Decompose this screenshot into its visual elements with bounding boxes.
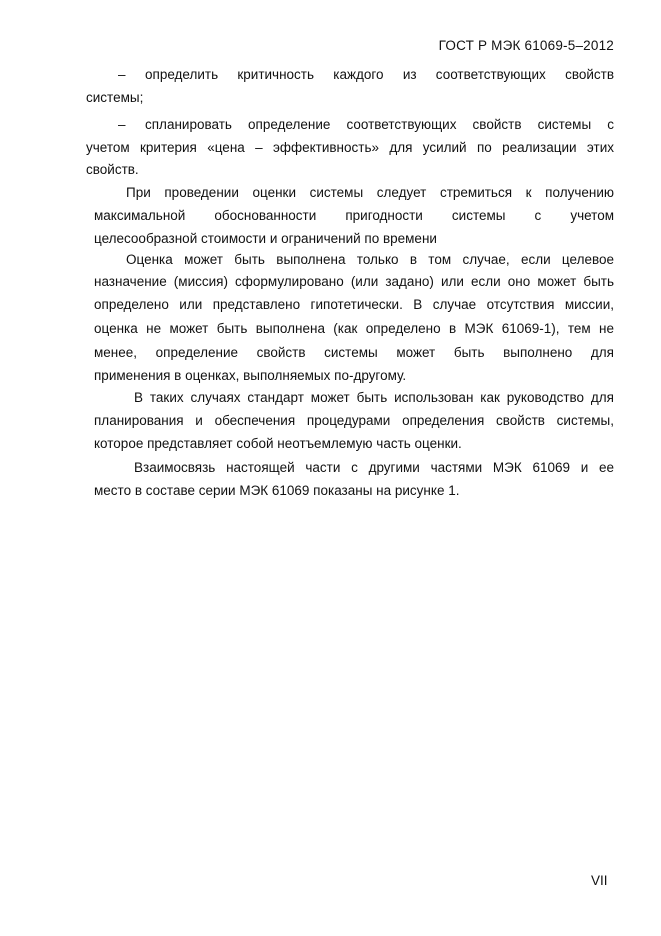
paragraph-line: менее, определение свойств системы может быть выполнено для bbox=[94, 345, 614, 360]
paragraph-line: оценка не может быть выполнена (как определено в МЭК 61069-1), тем не bbox=[94, 321, 614, 336]
paragraph-line: целесообразной стоимости и ограничений по времени bbox=[94, 231, 437, 246]
paragraph-line: назначение (миссия) сформулировано (или задано) или если оно может быть bbox=[94, 274, 614, 289]
paragraph-line: Взаимосвязь настоящей части с другими частями МЭК 61069 и ее bbox=[134, 460, 614, 475]
list-dash: – bbox=[118, 67, 126, 82]
list-item-text: определить критичность каждого из соответствующих свойств bbox=[145, 67, 614, 82]
paragraph-line: В таких случаях стандарт может быть использован как руководство для bbox=[134, 390, 614, 405]
page-number: VII bbox=[591, 873, 608, 888]
list-item-text: учетом критерия «цена – эффективность» для усилий по реализации этих bbox=[86, 140, 614, 155]
paragraph-line: Оценка может быть выполнена только в том случае, если целевое bbox=[126, 252, 614, 267]
list-item-text: спланировать определение соответствующих свойств системы с bbox=[145, 117, 614, 132]
list-dash: – bbox=[118, 117, 126, 132]
paragraph-line: которое представляет собой неотъемлемую часть оценки. bbox=[94, 436, 462, 451]
paragraph-line: место в составе серии МЭК 61069 показаны на рисунке 1. bbox=[94, 483, 460, 498]
paragraph-line: применения в оценках, выполняемых по-другому. bbox=[94, 368, 407, 383]
list-item-text: системы; bbox=[86, 90, 144, 105]
paragraph-line: максимальной обоснованности пригодности системы с учетом bbox=[94, 208, 614, 223]
paragraph-line: При проведении оценки системы следует стремиться к получению bbox=[126, 185, 614, 200]
paragraph-line: определено или представлено гипотетически. В случае отсутствия миссии, bbox=[94, 297, 614, 312]
list-item-text: свойств. bbox=[86, 162, 139, 177]
paragraph-line: планирования и обеспечения процедурами определения свойств системы, bbox=[94, 413, 614, 428]
page-header: ГОСТ Р МЭК 61069-5–2012 bbox=[438, 38, 614, 53]
